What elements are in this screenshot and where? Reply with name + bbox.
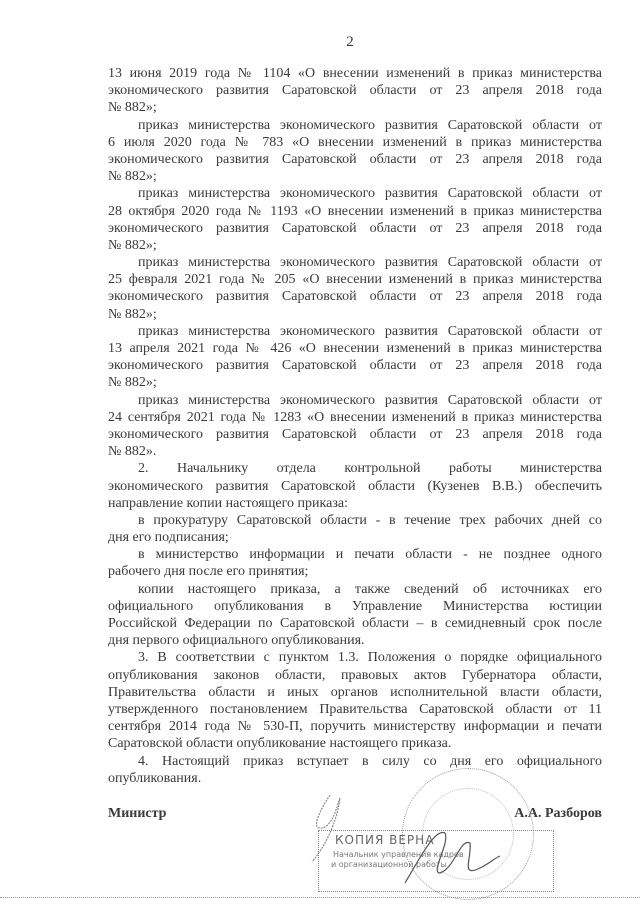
- text-line: официального опубликования в Управление Министерства юстиции: [108, 598, 602, 614]
- page-number: 2: [346, 34, 354, 50]
- text-line: 13 июня 2019 года № 1104 «О внесении изменений в приказ министерства: [108, 66, 602, 81]
- text-line: приказ министерства экономического развития Саратовской области от: [138, 255, 602, 271]
- text-line: в министерство информации и печати области - не позднее одного: [138, 547, 602, 563]
- text-line: приказ министерства экономического развития Саратовской области от: [138, 186, 602, 202]
- text-line: экономического развития Саратовской области от 23 апреля 2018 года: [108, 220, 602, 236]
- text-line: № 882»;: [108, 375, 157, 391]
- text-line: рабочего дня после его принятия;: [108, 564, 309, 580]
- stamp-line-1: Начальник управления кадров: [333, 850, 464, 859]
- stamp-signature: [400, 818, 510, 893]
- text-line: 6 июля 2020 года № 783 «О внесении изменений в приказ министерства: [108, 134, 602, 150]
- text-line: экономического развития Саратовской области от 23 апреля 2018 года: [108, 358, 602, 374]
- text-line: дня его подписания;: [108, 530, 229, 546]
- text-line: № 882».: [108, 444, 157, 460]
- text-line: 28 октября 2020 года № 1193 «О внесении изменений в приказ министерства: [108, 203, 602, 219]
- text-line: № 882»;: [108, 169, 157, 185]
- signatory-title: Министр: [108, 806, 167, 821]
- text-line: сентября 2014 года № 530-П, поручить министерству информации и печати: [108, 719, 602, 735]
- text-line: копии настоящего приказа, а также сведений об источниках его: [138, 581, 602, 597]
- text-line: утвержденного постановлением Правительства Саратовской области от 11: [108, 701, 602, 717]
- text-line: дня первого официального опубликования.: [108, 633, 365, 649]
- text-line: приказ министерства экономического развития Саратовской области от: [138, 392, 602, 408]
- stamp-heading: КОПИЯ ВЕРНА: [335, 833, 435, 847]
- text-line: экономического развития Саратовской области от 23 апреля 2018 года: [108, 426, 602, 442]
- text-line: Российской Федерации по Саратовской области – в семидневный срок после: [108, 616, 602, 631]
- text-line: 25 февраля 2021 года № 205 «О внесении изменений в приказ министерства: [108, 272, 602, 288]
- signatory-name: А.А. Разборов: [514, 806, 602, 821]
- handwritten-signature: [300, 790, 380, 870]
- text-line: экономического развития Саратовской области от 23 апреля 2018 года: [108, 289, 602, 305]
- text-line: опубликования законов области, правовых актов Губернатора области,: [108, 667, 602, 683]
- text-line: № 882»;: [108, 237, 157, 253]
- text-line: опубликования.: [108, 770, 202, 786]
- stamp-line-2: и организационной работы: [331, 860, 447, 869]
- text-line: 24 сентября 2021 года № 1283 «О внесении изменений в приказ министерства: [108, 409, 602, 425]
- text-line: 2. Начальнику отдела контрольной работы министерства: [138, 461, 602, 477]
- text-line: Правительства области и иных органов исполнительной власти области,: [108, 684, 602, 700]
- text-line: 3. В соответствии с пунктом 1.3. Положения о порядке официального: [138, 650, 602, 666]
- text-line: приказ министерства экономического развития Саратовской области от: [138, 117, 602, 133]
- text-line: приказ министерства экономического развития Саратовской области от: [138, 323, 602, 339]
- document-body: [108, 65, 602, 787]
- text-line: 4. Настоящий приказ вступает в силу со дня его официального: [138, 753, 602, 769]
- text-line: направление копии настоящего приказа:: [108, 495, 348, 511]
- text-line: экономического развития Саратовской области от 23 апреля 2018 года: [108, 151, 602, 167]
- text-line: № 882»;: [108, 100, 157, 116]
- text-line: в прокуратуру Саратовской области - в течение трех рабочих дней со: [138, 512, 602, 528]
- text-line: Саратовской области опубликование настоящего приказа.: [108, 736, 452, 752]
- text-line: 13 апреля 2021 года № 426 «О внесении изменений в приказ министерства: [108, 341, 602, 356]
- text-line: № 882»;: [108, 306, 157, 322]
- text-line: экономического развития Саратовской области (Кузенев В.В.) обеспечить: [108, 478, 602, 494]
- page-bottom-rule: [0, 897, 640, 898]
- text-line: экономического развития Саратовской области от 23 апреля 2018 года: [108, 83, 602, 99]
